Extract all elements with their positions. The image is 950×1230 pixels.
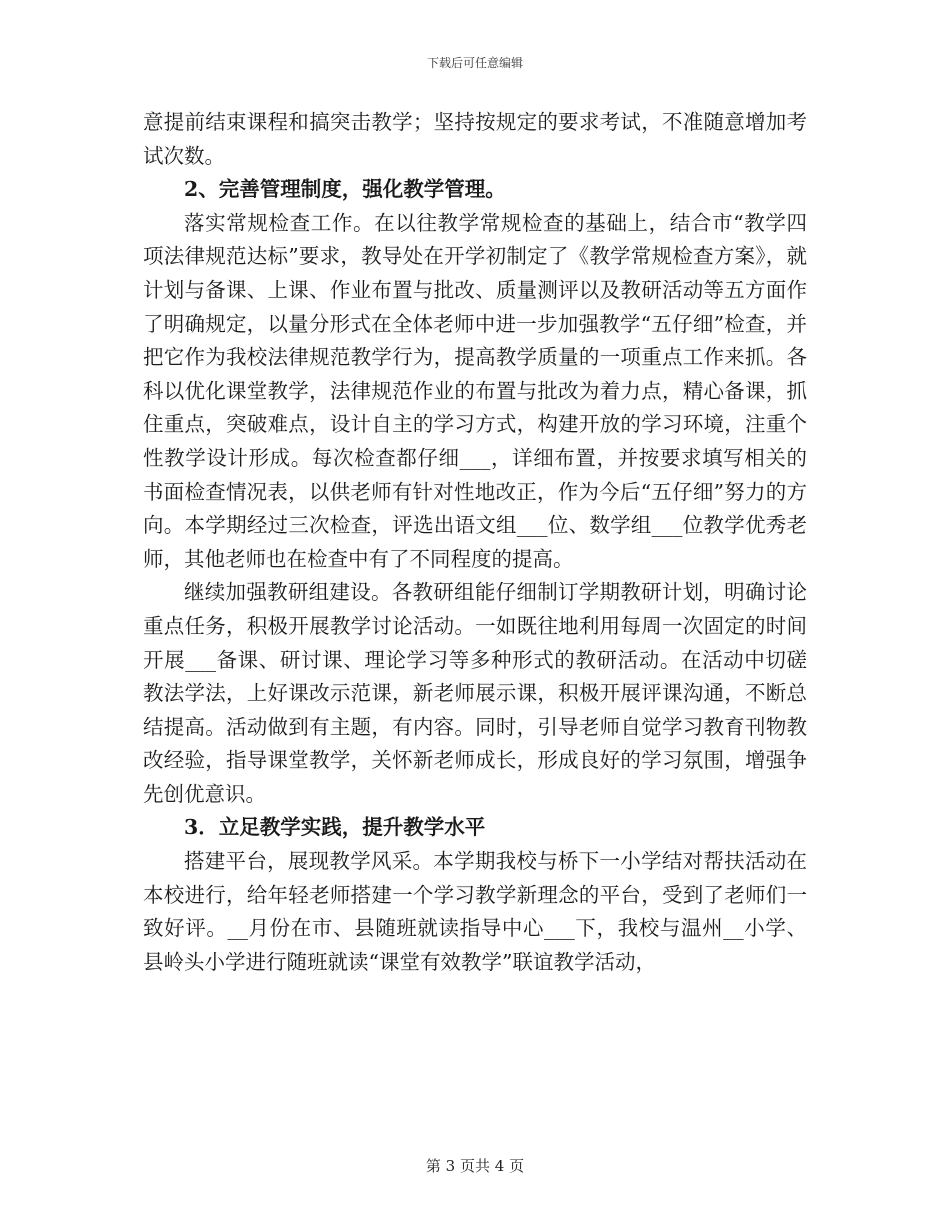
section-heading-2: 2、完善管理制度，强化教学管理。: [184, 177, 506, 202]
page-number: 第 3 页共 4 页: [425, 1157, 525, 1175]
paragraph-research-group: 继续加强教研组建设。各教研组能仔细制订学期教研计划，明确讨论重点任务，积极开展教学讨论活动。一如既往地利用每周一次固定的时间开展___备课、研讨课、理论学习等多种形式的教研活动。在活动中切磋教法学法，上好课改示范课，新老师展示课，积极开展评课沟通，不断总结提高。活动做到有主题，有内容。同时，引导老师自觉学习教育刊物教改经验，指导课堂教学，关怀新老师成长，形成良好的学习氛围，增强争先创优意识。: [143, 580, 807, 806]
paragraph-routine-inspection: 落实常规检查工作。在以往教学常规检查的基础上，结合市“教学四项法律规范达标”要求，教导处在开学初制定了《教学常规检查方案》，就计划与备课、上课、作业布置与批改、质量测评以及教研活动等五方面作了明确规定，以量分形式在全体老师中进一步加强教学“五仔细”检查，并把它作为我校法律规范教学行为，提高教学质量的一项重点工作来抓。各科以优化课堂教学，法律规范作业的布置与批改为着力点，精心备课，抓住重点，突破难点，设计自主的学习方式，构建开放的学习环境，注重个性教学设计形成。每次检查都仔细___，详细布置，并按要求填写相关的书面检查情况表，以供老师有针对性地改正，作为今后“五仔细”努力的方向。本学期经过三次检查，评选出语文组___位、数学组___位教学优秀老师，其他老师也在检查中有了不同程度的提高。: [143, 210, 807, 571]
continuation-paragraph: 意提前结束课程和搞突击教学；坚持按规定的要求考试，不准随意增加考试次数。: [143, 110, 807, 168]
document-body: [143, 106, 807, 979]
page-header-note: 下载后可任意编辑: [426, 56, 523, 70]
paragraph-teaching-platform: 搭建平台，展现教学风采。本学期我校与桥下一小学结对帮扶活动在本校进行，给年轻老师搭建一个学习教学新理念的平台，受到了老师们一致好评。__月份在市、县随班就读指导中心___下，我校与温州__小学、县岭头小学进行随班就读“课堂有效教学”联谊教学活动，: [143, 849, 807, 974]
section-heading-3: 3．立足教学实践，提升教学水平: [184, 815, 486, 840]
